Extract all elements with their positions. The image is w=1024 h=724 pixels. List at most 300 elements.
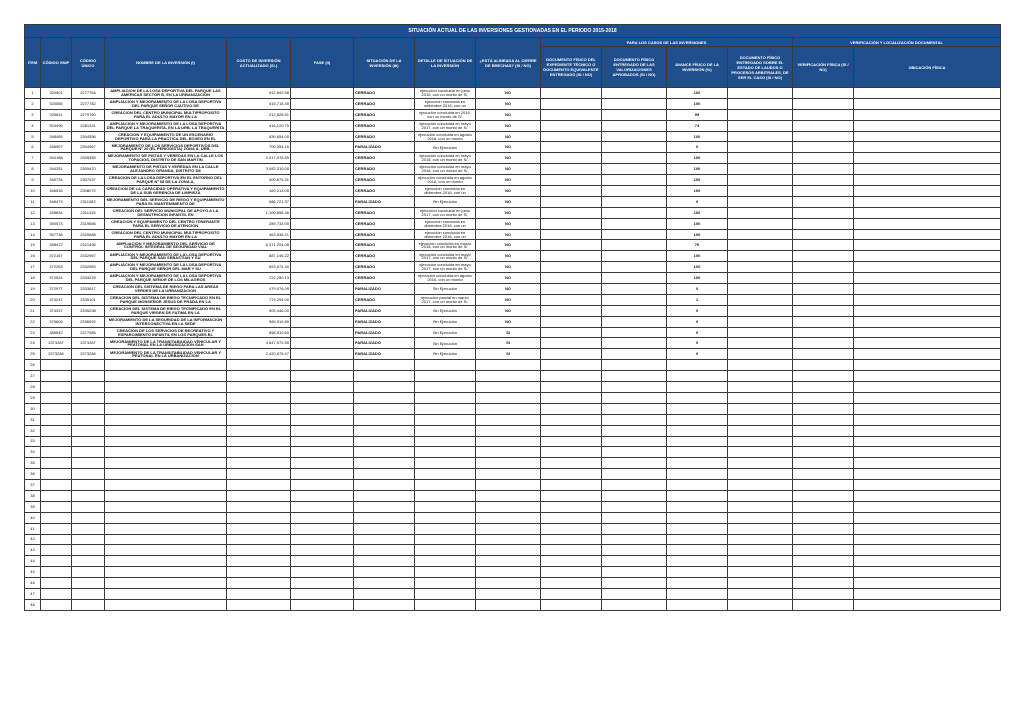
- cell-empty: [291, 218, 354, 229]
- cell-brecha: NO: [476, 186, 541, 197]
- cell-empty: [354, 556, 415, 567]
- col-detalle: DETALLE DE SITUACIÓN DE LA INVERSIÓN: [415, 38, 476, 88]
- cell-empty: [854, 403, 1001, 414]
- cell-item: 14: [25, 229, 41, 240]
- cell-empty: [354, 403, 415, 414]
- table-row: [25, 371, 1001, 382]
- cell-nombre: CREACION DEL SISTEMA DE RIEGO PARA LAS AREAS VERDES DE LA URBANIZACION: [105, 284, 227, 295]
- cell-situacion: CERRADO: [354, 164, 415, 175]
- col-fase: FASE (II): [291, 38, 354, 88]
- cell-unico: 2332967: [72, 251, 105, 262]
- cell-avance: 0: [667, 349, 728, 360]
- cell-situacion: CERRADO: [354, 294, 415, 305]
- cell-empty: [291, 567, 354, 578]
- table-row: [25, 164, 1001, 175]
- cell-empty: [793, 316, 854, 327]
- cell-empty: [41, 360, 72, 371]
- cell-empty: [476, 578, 541, 589]
- table-row: [25, 229, 1001, 240]
- cell-empty: [105, 567, 227, 578]
- cell-empty: [105, 403, 227, 414]
- cell-empty: [793, 403, 854, 414]
- cell-unico: 2304967: [72, 142, 105, 153]
- cell-empty: [602, 545, 667, 556]
- cell-empty: [291, 425, 354, 436]
- cell-empty: [541, 523, 602, 534]
- cell-nombre: CREACION DEL SERVICIO MUNICIPAL DE APOYO A LA DESNUTRICION INFANTIL EN: [105, 207, 227, 218]
- cell-empty: [667, 392, 728, 403]
- cell-empty: [227, 436, 291, 447]
- table-row: [25, 327, 1001, 338]
- cell-empty: [476, 599, 541, 610]
- table-row: [25, 501, 1001, 512]
- cell-empty: [72, 392, 105, 403]
- cell-detalle: Sin Ejecución: [415, 327, 476, 338]
- cell-situacion: PARALIZADO: [354, 142, 415, 153]
- cell-empty: [541, 469, 602, 480]
- cell-empty: [728, 98, 793, 109]
- table-row: [25, 240, 1001, 251]
- cell-empty: [667, 523, 728, 534]
- cell-empty: [105, 414, 227, 425]
- cell-costo: 6,371,204.08: [227, 240, 291, 251]
- cell-snip: 357738: [41, 229, 72, 240]
- cell-empty: [667, 447, 728, 458]
- cell-empty: [41, 480, 72, 491]
- cell-empty: [728, 392, 793, 403]
- cell-item: 16: [25, 251, 41, 262]
- cell-empty: [854, 349, 1001, 360]
- cell-empty: [602, 186, 667, 197]
- cell-empty: [291, 142, 354, 153]
- cell-empty: [41, 469, 72, 480]
- cell-empty: [728, 556, 793, 567]
- cell-detalle: Sin Ejecución: [415, 338, 476, 349]
- table-row: [25, 284, 1001, 295]
- cell-item: 34: [25, 447, 41, 458]
- cell-detalle: Sin Ejecución: [415, 142, 476, 153]
- cell-empty: [41, 403, 72, 414]
- table-row: [25, 425, 1001, 436]
- table-row: [25, 120, 1001, 131]
- cell-empty: [415, 403, 476, 414]
- cell-empty: [728, 186, 793, 197]
- cell-empty: [415, 556, 476, 567]
- cell-empty: [476, 360, 541, 371]
- cell-empty: [415, 436, 476, 447]
- cell-brecha: NO: [476, 273, 541, 284]
- table-row: [25, 556, 1001, 567]
- cell-empty: [291, 262, 354, 273]
- cell-item: 47: [25, 588, 41, 599]
- cell-empty: [291, 360, 354, 371]
- cell-avance: 100: [667, 207, 728, 218]
- cell-item: 11: [25, 196, 41, 207]
- cell-empty: [354, 545, 415, 556]
- cell-empty: [728, 229, 793, 240]
- cell-nombre: AMPLIACION Y MEJORAMIENTO DE LA LOSA DEPORTIVA DEL PARQUE SAN SEBASTIAN Y SU: [105, 251, 227, 262]
- cell-item: 41: [25, 523, 41, 534]
- cell-empty: [291, 327, 354, 338]
- cell-empty: [602, 403, 667, 414]
- cell-empty: [602, 371, 667, 382]
- table-row: [25, 414, 1001, 425]
- cell-empty: [667, 425, 728, 436]
- table-row: [25, 458, 1001, 469]
- cell-costo: 3,082,310.00: [227, 164, 291, 175]
- cell-snip: 348907: [41, 142, 72, 153]
- cell-empty: [602, 501, 667, 512]
- cell-unico: 2308072: [72, 186, 105, 197]
- cell-nombre: CREACION Y EQUIPAMIENTO DE UN ESCENARIO DEPORTIVO PARA LA PRACTICA DEL BOXEO EN EL: [105, 131, 227, 142]
- cell-brecha: NO: [476, 131, 541, 142]
- cell-detalle: Sin Ejecución: [415, 284, 476, 295]
- cell-unico: 2377985: [72, 327, 105, 338]
- cell-empty: [541, 414, 602, 425]
- cell-empty: [227, 599, 291, 610]
- cell-situacion: CERRADO: [354, 273, 415, 284]
- cell-empty: [354, 392, 415, 403]
- cell-empty: [793, 229, 854, 240]
- cell-costo: 686,721.37: [227, 196, 291, 207]
- cell-unico: 2332983: [72, 262, 105, 273]
- cell-item: 45: [25, 567, 41, 578]
- cell-empty: [602, 175, 667, 186]
- cell-nombre: MEJORAMIENTO DEL SERVICIO DE RIEGO Y EQUIPAMIENTO PARA EL MANTENIMIENTO DE: [105, 196, 227, 207]
- cell-empty: [602, 153, 667, 164]
- cell-empty: [793, 567, 854, 578]
- cell-empty: [602, 382, 667, 393]
- cell-empty: [291, 371, 354, 382]
- cell-avance: 100: [667, 229, 728, 240]
- cell-item: 44: [25, 556, 41, 567]
- cell-empty: [728, 88, 793, 99]
- cell-empty: [476, 512, 541, 523]
- cell-empty: [41, 567, 72, 578]
- cell-item: 9: [25, 175, 41, 186]
- cell-unico: 2335298: [72, 305, 105, 316]
- cell-empty: [227, 578, 291, 589]
- table-row: [25, 382, 1001, 393]
- cell-detalle: ejecución concluida en mayo 2018, con un monto de S/.: [415, 164, 476, 175]
- cell-empty: [354, 447, 415, 458]
- cell-empty: [854, 469, 1001, 480]
- cell-costo: 1,100,856.46: [227, 207, 291, 218]
- cell-unico: 2321496: [72, 240, 105, 251]
- cell-empty: [72, 382, 105, 393]
- cell-empty: [541, 567, 602, 578]
- cell-avance: 100: [667, 153, 728, 164]
- cell-unico: 2277764: [72, 88, 105, 99]
- cell-nombre: MEJORAMIENTO DE LOS SERVICIOS DEPORTIVOS DEL PARQUE Nº 20 (EL PERIODISTA) ZONA A, URB.: [105, 142, 227, 153]
- cell-unico: 2333229: [72, 273, 105, 284]
- cell-empty: [291, 164, 354, 175]
- cell-empty: [854, 512, 1001, 523]
- cell-snip: 350573: [41, 218, 72, 229]
- cell-empty: [227, 403, 291, 414]
- cell-brecha: NO: [476, 207, 541, 218]
- cell-situacion: CERRADO: [354, 251, 415, 262]
- cell-unico: 2311083: [72, 196, 105, 207]
- col-expediente: DOCUMENTO FÍSICO DEL EXPEDIENTE TÉCNICO O DOCUMENTO EQUIVALENTE ENTREGADO (SI / NO): [541, 47, 602, 88]
- col-ubicacion: UBICACIÓN FÍSICA: [854, 47, 1001, 88]
- table-row: [25, 349, 1001, 360]
- cell-empty: [793, 120, 854, 131]
- cell-empty: [105, 425, 227, 436]
- cell-empty: [415, 490, 476, 501]
- cell-empty: [854, 229, 1001, 240]
- cell-empty: [41, 414, 72, 425]
- cell-empty: [854, 316, 1001, 327]
- cell-empty: [541, 545, 602, 556]
- cell-empty: [541, 436, 602, 447]
- cell-empty: [854, 164, 1001, 175]
- cell-brecha: NO: [476, 88, 541, 99]
- cell-empty: [72, 371, 105, 382]
- cell-situacion: CERRADO: [354, 218, 415, 229]
- cell-costo: 400,875.31: [227, 175, 291, 186]
- cell-empty: [728, 360, 793, 371]
- cell-snip: 320501: [41, 88, 72, 99]
- cell-empty: [227, 447, 291, 458]
- cell-empty: [291, 534, 354, 545]
- cell-nombre: AMPLIACION Y MEJORAMIENTO DEL SERVICIO DE CONTROL INTEGRAL DE SEGURIDAD VIAL: [105, 240, 227, 251]
- cell-snip: 320555: [41, 98, 72, 109]
- cell-empty: [728, 403, 793, 414]
- cell-avance: 100: [667, 251, 728, 262]
- cell-empty: [41, 501, 72, 512]
- cell-empty: [793, 153, 854, 164]
- cell-empty: [41, 588, 72, 599]
- cell-empty: [793, 556, 854, 567]
- table-row: [25, 98, 1001, 109]
- cell-empty: [854, 371, 1001, 382]
- cell-empty: [602, 469, 667, 480]
- cell-empty: [728, 534, 793, 545]
- cell-nombre: CREACION DEL SISTEMA DE RIEGO TECNIFICADO EN EL PARQUE VIRGEN DE FATIMA EN LA: [105, 305, 227, 316]
- cell-empty: [541, 273, 602, 284]
- report-title: SITUACIÓN ACTUAL DE LAS INVERSIONES GESTIONADAS EN EL PERIODO 2015-2018: [25, 25, 1001, 38]
- cell-empty: [41, 534, 72, 545]
- cell-empty: [105, 392, 227, 403]
- cell-empty: [728, 240, 793, 251]
- cell-empty: [602, 240, 667, 251]
- cell-empty: [602, 588, 667, 599]
- cell-detalle: ejecución concluida en agosto 2016, con un monto: [415, 273, 476, 284]
- cell-unico: 2281331: [72, 120, 105, 131]
- table-row: [25, 403, 1001, 414]
- cell-empty: [541, 392, 602, 403]
- cell-nombre: MEJORAMIENTO DE PISTAS Y VEREDAS EN LA CALLE ALEJANDRO GRANDA, DISTRITO DE: [105, 164, 227, 175]
- cell-empty: [415, 382, 476, 393]
- cell-unico: 2320688: [72, 229, 105, 240]
- cell-empty: [854, 207, 1001, 218]
- cell-empty: [728, 153, 793, 164]
- col-nombre: NOMBRE DE LA INVERSIÓN (I): [105, 38, 227, 88]
- cell-empty: [541, 371, 602, 382]
- cell-empty: [291, 447, 354, 458]
- cell-empty: [105, 490, 227, 501]
- cell-empty: [728, 567, 793, 578]
- cell-detalle: Sin Ejecución: [415, 305, 476, 316]
- cell-empty: [793, 338, 854, 349]
- cell-empty: [415, 512, 476, 523]
- cell-empty: [602, 490, 667, 501]
- cell-empty: [354, 458, 415, 469]
- cell-detalle: ejecución concluida en marzo 2018, con un monto de S/.: [415, 240, 476, 251]
- cell-empty: [793, 512, 854, 523]
- cell-empty: [728, 469, 793, 480]
- cell-empty: [728, 371, 793, 382]
- col-laudos: DOCUMENTO FÍSICO ENTREGADO SOBRE EL ESTADO DE LAUDOS O PROCESOS ARBITRALES, DE SER EL CASO (SI / NO): [728, 47, 793, 88]
- cell-empty: [72, 556, 105, 567]
- cell-empty: [602, 109, 667, 120]
- cell-situacion: PARALIZADO: [354, 349, 415, 360]
- cell-empty: [793, 175, 854, 186]
- cell-empty: [476, 501, 541, 512]
- cell-empty: [728, 512, 793, 523]
- cell-empty: [602, 294, 667, 305]
- cell-empty: [728, 327, 793, 338]
- cell-avance: 0: [667, 338, 728, 349]
- cell-item: 48: [25, 599, 41, 610]
- cell-empty: [291, 207, 354, 218]
- cell-empty: [105, 578, 227, 589]
- cell-empty: [291, 273, 354, 284]
- cell-unico: 2304596: [72, 131, 105, 142]
- cell-empty: [72, 360, 105, 371]
- cell-empty: [667, 588, 728, 599]
- cell-empty: [728, 338, 793, 349]
- cell-empty: [793, 599, 854, 610]
- cell-item: 31: [25, 414, 41, 425]
- cell-empty: [105, 360, 227, 371]
- table-row: [25, 109, 1001, 120]
- cell-brecha: NO: [476, 262, 541, 273]
- cell-item: 43: [25, 545, 41, 556]
- cell-empty: [854, 153, 1001, 164]
- cell-empty: [541, 88, 602, 99]
- cell-snip: 358472: [41, 240, 72, 251]
- cell-empty: [354, 599, 415, 610]
- cell-empty: [667, 534, 728, 545]
- cell-situacion: CERRADO: [354, 120, 415, 131]
- table-row: [25, 131, 1001, 142]
- cell-snip: 2373287: [41, 338, 72, 349]
- cell-item: 32: [25, 425, 41, 436]
- cell-empty: [354, 534, 415, 545]
- table-row: [25, 447, 1001, 458]
- cell-empty: [72, 425, 105, 436]
- cell-empty: [854, 490, 1001, 501]
- cell-unico: 2319656: [72, 218, 105, 229]
- cell-nombre: CREACION Y EQUIPAMIENTO DEL CENTRO ITINERANTE PARA EL SERVICIO DE ATENCION: [105, 218, 227, 229]
- cell-nombre: AMPLIACION Y MEJORAMIENTO DE LA LOSA DEPORTIVA DEL PARQUE LA TRAQUERITA, EN LA URB. LA TRAQUERITA: [105, 120, 227, 131]
- cell-avance: 100: [667, 164, 728, 175]
- table-row: [25, 490, 1001, 501]
- col-costo: COSTO DE INVERSIÓN ACTUALIZADO (S/.): [227, 38, 291, 88]
- cell-empty: [667, 469, 728, 480]
- cell-snip: 372977: [41, 284, 72, 295]
- cell-empty: [602, 327, 667, 338]
- cell-empty: [415, 458, 476, 469]
- cell-empty: [476, 414, 541, 425]
- cell-nombre: CREACION DEL CENTRO MUNICIPAL MULTIPROPOSITO PARA EL ADULTO MAYOR EN LA: [105, 229, 227, 240]
- cell-avance: 100: [667, 131, 728, 142]
- cell-empty: [72, 512, 105, 523]
- cell-brecha: NO: [476, 142, 541, 153]
- cell-detalle: ejecución concluida en agosto 2016, con un monto: [415, 131, 476, 142]
- cell-snip: 386542: [41, 327, 72, 338]
- cell-empty: [541, 109, 602, 120]
- cell-empty: [476, 523, 541, 534]
- cell-empty: [105, 523, 227, 534]
- cell-empty: [541, 240, 602, 251]
- table-row: [25, 392, 1001, 403]
- cell-empty: [291, 98, 354, 109]
- cell-empty: [667, 371, 728, 382]
- cell-empty: [291, 153, 354, 164]
- cell-brecha: SI: [476, 338, 541, 349]
- cell-detalle: Sin Ejecución: [415, 316, 476, 327]
- cell-empty: [227, 545, 291, 556]
- cell-empty: [602, 338, 667, 349]
- cell-item: 33: [25, 436, 41, 447]
- cell-empty: [227, 458, 291, 469]
- cell-empty: [793, 360, 854, 371]
- cell-item: 21: [25, 305, 41, 316]
- cell-empty: [854, 392, 1001, 403]
- table-row: [25, 305, 1001, 316]
- cell-empty: [667, 414, 728, 425]
- cell-empty: [291, 523, 354, 534]
- cell-empty: [728, 501, 793, 512]
- cell-brecha: NO: [476, 218, 541, 229]
- cell-empty: [728, 349, 793, 360]
- cell-item: 15: [25, 240, 41, 251]
- cell-empty: [541, 98, 602, 109]
- cell-empty: [667, 360, 728, 371]
- cell-empty: [728, 436, 793, 447]
- table-row: [25, 338, 1001, 349]
- col-brecha: ¿ESTÁ ALINEADA AL CIERRE DE BRECHAS? (SI / NO): [476, 38, 541, 88]
- cell-brecha: NO: [476, 153, 541, 164]
- cell-empty: [602, 480, 667, 491]
- table-row: [25, 218, 1001, 229]
- cell-empty: [793, 545, 854, 556]
- cell-empty: [793, 534, 854, 545]
- cell-empty: [728, 588, 793, 599]
- cell-item: 3: [25, 109, 41, 120]
- cell-empty: [291, 545, 354, 556]
- table-row: [25, 153, 1001, 164]
- cell-brecha: NO: [476, 175, 541, 186]
- cell-snip: 325811: [41, 109, 72, 120]
- cell-costo: 415,715.45: [227, 98, 291, 109]
- cell-empty: [728, 316, 793, 327]
- cell-empty: [793, 251, 854, 262]
- cell-costo: 722,250.13: [227, 273, 291, 284]
- cell-empty: [602, 284, 667, 295]
- cell-empty: [541, 120, 602, 131]
- cell-costo: 887,146.22: [227, 251, 291, 262]
- cell-situacion: CERRADO: [354, 175, 415, 186]
- cell-empty: [541, 490, 602, 501]
- cell-costo: 4,847,972.55: [227, 338, 291, 349]
- cell-empty: [105, 469, 227, 480]
- cell-empty: [227, 588, 291, 599]
- cell-empty: [728, 447, 793, 458]
